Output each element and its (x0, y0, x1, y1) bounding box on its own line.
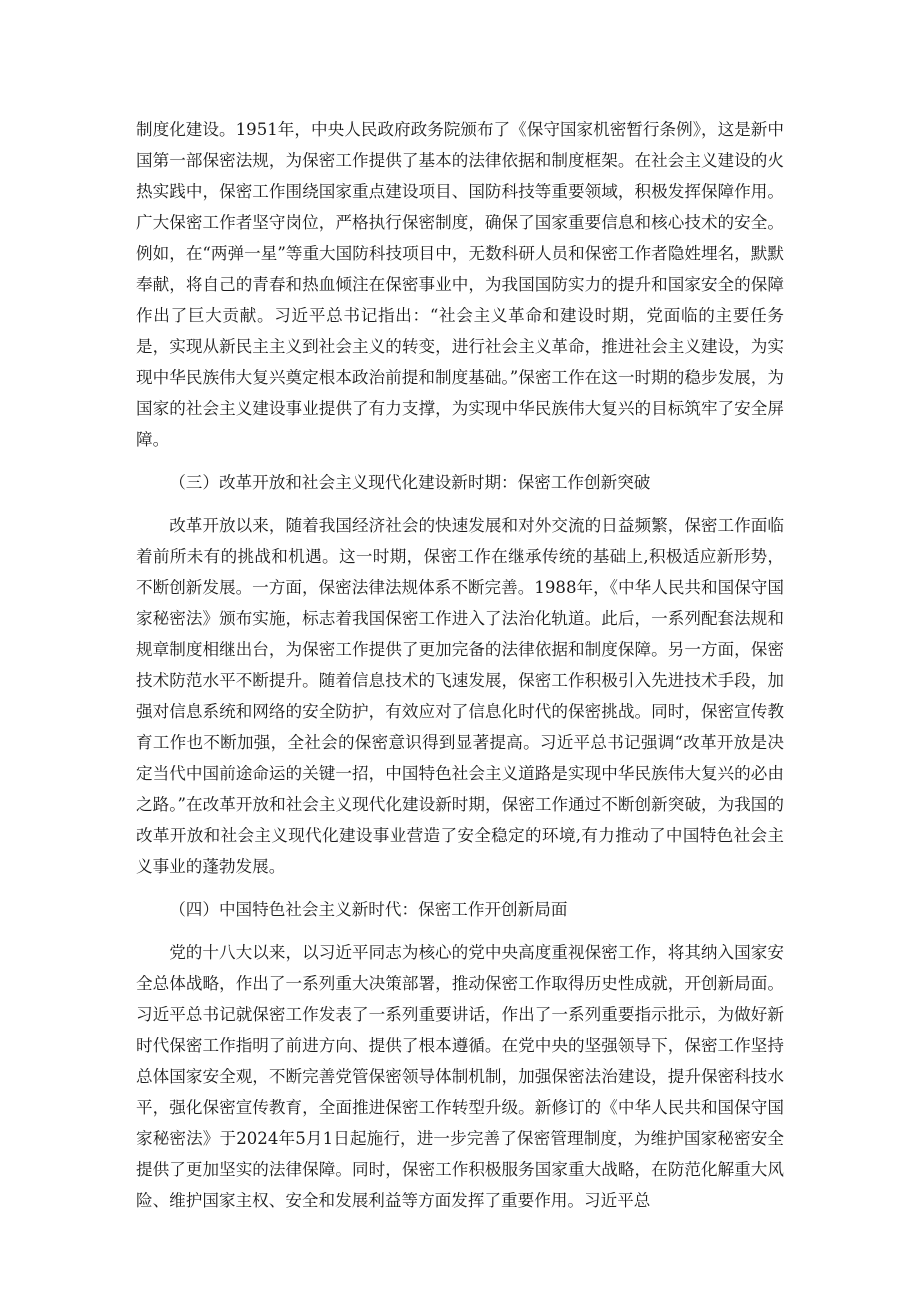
section-heading-4: （四）中国特色社会主义新时代：保密工作开创新局面 (169, 900, 568, 919)
paragraph-section-4: 党的十八大以来，以习近平同志为核心的党中央高度重视保密工作，将其纳入国家安全总体战略，作出了一系列重大决策部署，推动保密工作取得历史性成就，开创新局面。习近平总书记就保密工作发表了一系列重要讲话，作出了一系列重要指示批示，为做好新时代保密工作指明了前进方向、提供了根本遵循。在党中央的坚强领导下，保密工作坚持总体国家安全观，不断完善党管保密领导体制机制，加强保密法治建设，提升保密科技水平，强化保密宣传教育，全面推进保密工作转型升级。新修订的《中华人民共和国保守国家秘密法》于2024年5月1日起施行，进一步完善了保密管理制度，为维护国家秘密安全提供了更加坚实的法律保障。同时，保密工作积极服务国家重大战略，在防范化解重大风险、维护国家主权、安全和发展利益等方面发挥了重要作用。习近平总 (136, 943, 784, 1210)
paragraph-continued: 制度化建设。1951年，中央人民政府政务院颁布了《保守国家机密暂行条例》，这是新中国第一部保密法规，为保密工作提供了基本的法律依据和制度框架。在社会主义建设的火热实践中，保密工作围绕国家重点建设项目、国防科技等重要领域，积极发挥保障作用。广大保密工作者坚守岗位，严格执行保密制度，确保了国家重要信息和核心技术的安全。例如，在“两弹一星”等重大国防科技项目中，无数科研人员和保密工作者隐姓埋名，默默奉献，将自己的青春和热血倾注在保密事业中，为我国国防实力的提升和国家安全的保障作出了巨大贡献。习近平总书记指出：“社会主义革命和建设时期，党面临的主要任务是，实现从新民主主义到社会主义的转变，进行社会主义革命，推进社会主义建设，为实现中华民族伟大复兴奠定根本政治前提和制度基础。”保密工作在这一时期的稳步发展，为国家的社会主义建设事业提供了有力支撑，为实现中华民族伟大复兴的目标筑牢了安全屏障。 (136, 120, 784, 449)
section-heading-3: （三）改革开放和社会主义现代化建设新时期：保密工作创新突破 (169, 473, 651, 492)
document-body (136, 114, 784, 1216)
paragraph-section-3: 改革开放以来，随着我国经济社会的快速发展和对外交流的日益频繁，保密工作面临着前所未有的挑战和机遇。这一时期，保密工作在继承传统的基础上,积极适应新形势，不断创新发展。一方面，保密法律法规体系不断完善。1988年，《中华人民共和国保守国家秘密法》颁布实施，标志着我国保密工作进入了法治化轨道。此后，一系列配套法规和规章制度相继出台，为保密工作提供了更加完备的法律依据和制度保障。另一方面，保密技术防范水平不断提升。随着信息技术的飞速发展，保密工作积极引入先进技术手段，加强对信息系统和网络的安全防护，有效应对了信息化时代的保密挑战。同时，保密宣传教育工作也不断加强，全社会的保密意识得到显著提高。习近平总书记强调“改革开放是决定当代中国前途命运的关键一招，中国特色社会主义道路是实现中华民族伟大复兴的必由之路。”在改革开放和社会主义现代化建设新时期，保密工作通过不断创新突破，为我国的改革开放和社会主义现代化建设事业营造了安全稳定的环境,有力推动了中国特色社会主义事业的蓬勃发展。 (136, 516, 784, 876)
